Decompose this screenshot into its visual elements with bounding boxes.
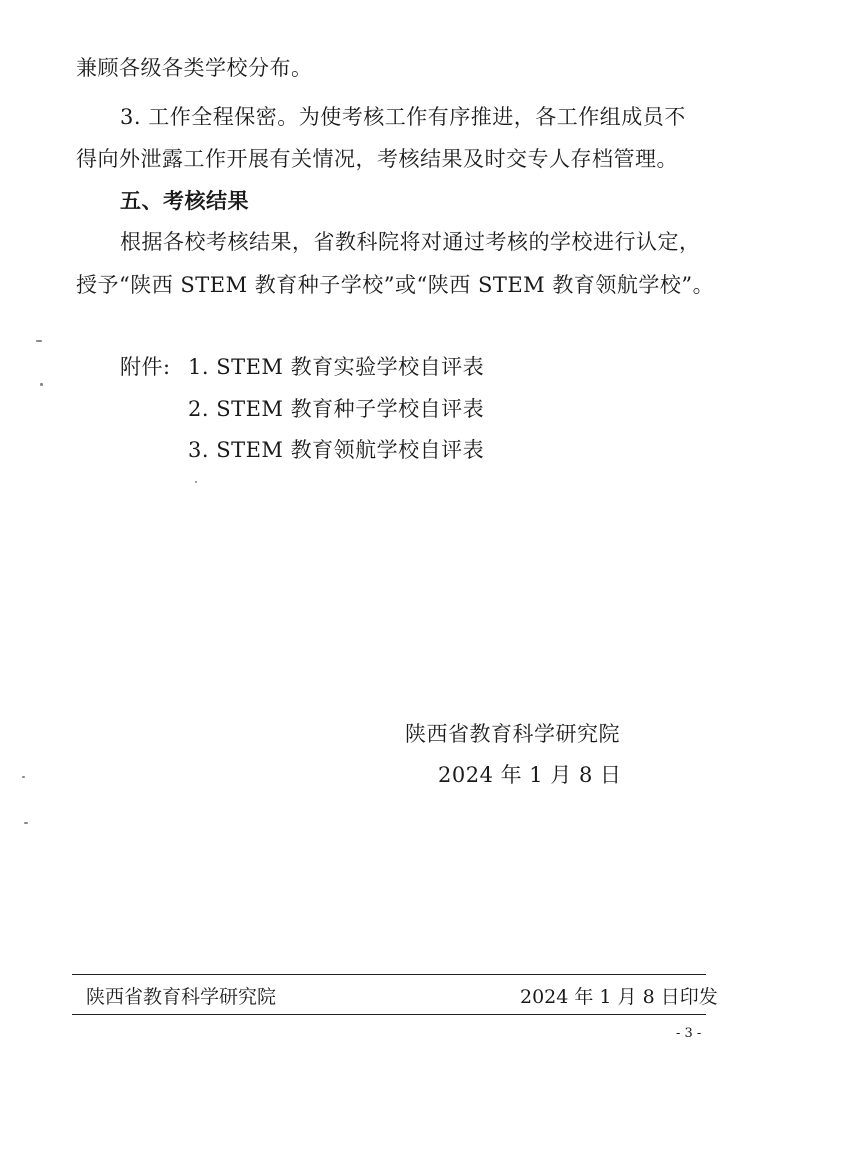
signature-organization: 陕西省教育科学研究院: [405, 722, 620, 746]
attachment-item-3: 3. STEM 教育领航学校自评表: [188, 438, 485, 462]
body-line-2: 3. 工作全程保密。为使考核工作有序推进，各工作组成员不: [120, 105, 686, 129]
footer-issuer: 陕西省教育科学研究院: [86, 986, 277, 1008]
scan-speck: [22, 776, 25, 778]
body-line-3: 得向外泄露工作开展有关情况，考核结果及时交专人存档管理。: [76, 147, 678, 171]
attachment-item-2: 2. STEM 教育种子学校自评表: [188, 397, 485, 421]
body-line-5: 授予“陕西 STEM 教育种子学校”或“陕西 STEM 教育领航学校”。: [76, 273, 715, 297]
footer-bottom-rule: [72, 1014, 706, 1015]
footer-print-date: 2024 年 1 月 8 日印发: [520, 986, 718, 1008]
attachment-item-1: 1. STEM 教育实验学校自评表: [188, 355, 485, 379]
signature-date: 2024 年 1 月 8 日: [438, 763, 622, 787]
body-line-4: 根据各校考核结果，省教科院将对通过考核的学校进行认定，: [120, 230, 701, 254]
body-line-1: 兼顾各级各类学校分布。: [76, 56, 313, 80]
attachments-label: 附件:: [120, 355, 171, 379]
scan-speck: [36, 340, 42, 342]
scan-speck: [24, 822, 28, 824]
scan-speck: [40, 383, 43, 386]
scan-speck: [195, 481, 197, 483]
section-heading: 五、考核结果: [120, 189, 249, 213]
page-number: - 3 -: [676, 1026, 702, 1041]
footer-top-rule: [72, 974, 706, 975]
